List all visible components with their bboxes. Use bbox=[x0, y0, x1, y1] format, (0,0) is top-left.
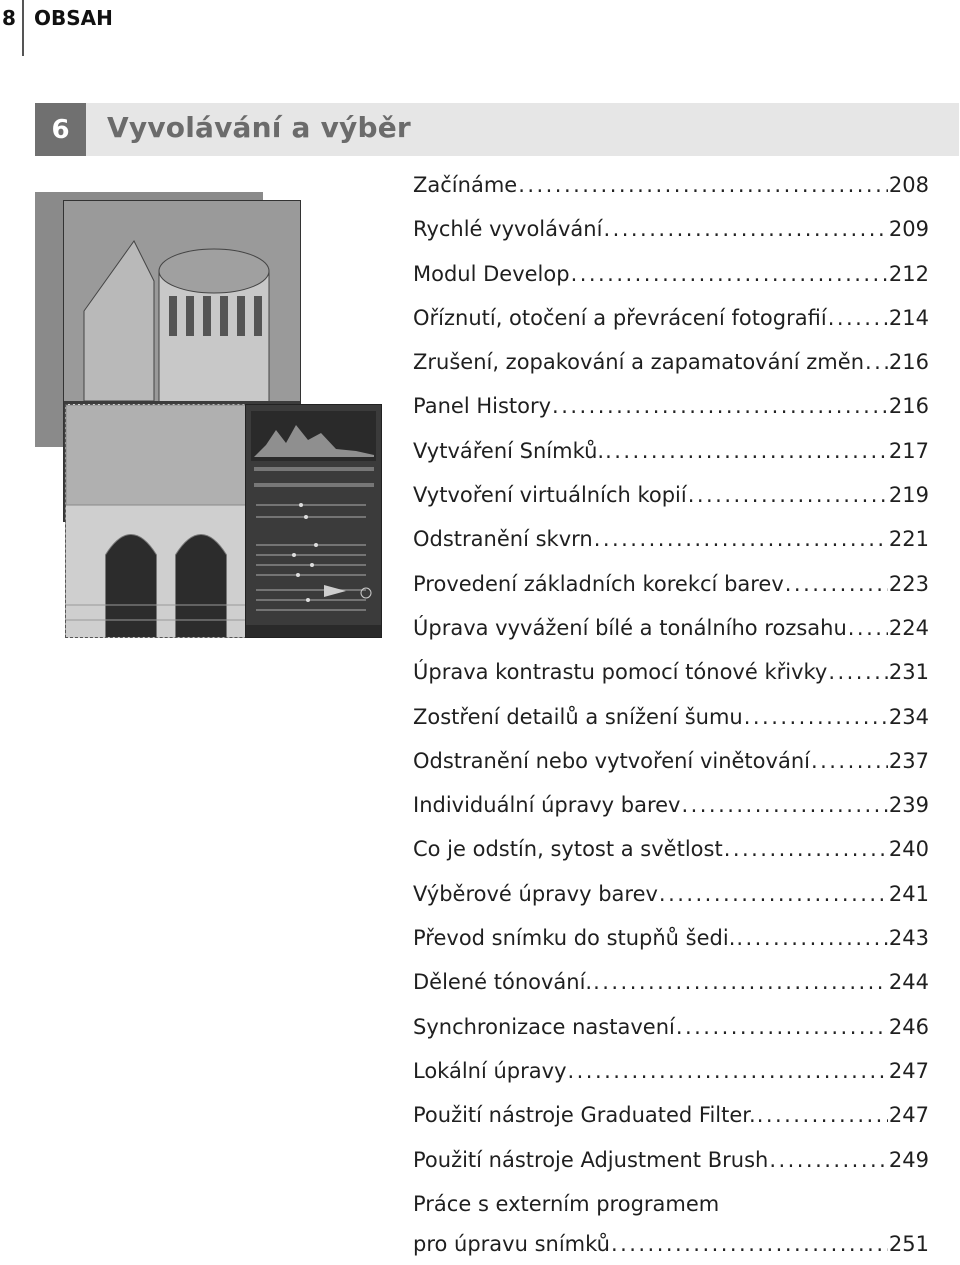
toc-leader-dots bbox=[828, 653, 888, 691]
table-of-contents bbox=[413, 166, 929, 1265]
toc-leader-dots bbox=[744, 698, 888, 736]
toc-entry-title: Úprava kontrastu pomocí tónové křivky bbox=[413, 660, 828, 685]
toc-entry-page: 214 bbox=[888, 305, 929, 330]
toc-leader-dots bbox=[603, 210, 887, 248]
develop-panel-screenshot bbox=[245, 404, 382, 638]
toc-leader-dots bbox=[518, 166, 888, 204]
toc-entry[interactable] bbox=[413, 919, 929, 963]
toc-entry-title: Vytváření Snímků. bbox=[413, 438, 605, 463]
toc-entry-page: 234 bbox=[888, 704, 929, 729]
toc-leader-dots bbox=[676, 1008, 888, 1046]
toc-entry[interactable] bbox=[413, 875, 929, 919]
toc-entry[interactable] bbox=[413, 255, 929, 299]
toc-entry-title: Začínáme bbox=[413, 173, 518, 197]
header-divider bbox=[22, 0, 24, 56]
toc-entry-title: Synchronizace nastavení bbox=[413, 1014, 675, 1039]
chapter-heading-bar bbox=[35, 103, 959, 156]
chapter-number: 6 bbox=[35, 103, 86, 156]
toc-entry[interactable] bbox=[413, 299, 929, 343]
toc-entry[interactable] bbox=[413, 1052, 929, 1096]
toc-entry-page: 247 bbox=[888, 1058, 929, 1083]
toc-entry[interactable] bbox=[413, 1141, 929, 1185]
toc-entry-page: 224 bbox=[888, 615, 929, 640]
toc-entry-page: 241 bbox=[888, 881, 929, 906]
toc-entry-title: Použití nástroje Adjustment Brush bbox=[413, 1147, 769, 1172]
toc-entry[interactable] bbox=[413, 698, 929, 742]
toc-entry[interactable] bbox=[413, 609, 929, 653]
toc-entry[interactable] bbox=[413, 343, 929, 387]
toc-leader-dots bbox=[736, 919, 888, 957]
toc-leader-dots bbox=[593, 963, 888, 1001]
toc-leader-dots bbox=[552, 387, 888, 425]
toc-entry-title: Co je odstín, sytost a světlost bbox=[413, 837, 723, 862]
toc-entry-page: 244 bbox=[888, 970, 929, 995]
toc-leader-dots bbox=[865, 343, 888, 381]
toc-leader-dots bbox=[724, 830, 888, 868]
toc-entry-page: 208 bbox=[888, 173, 929, 197]
toc-leader-dots bbox=[828, 299, 888, 337]
toc-entry-page: 237 bbox=[888, 748, 929, 773]
toc-entry-page: 247 bbox=[888, 1103, 929, 1128]
toc-leader-dots bbox=[811, 742, 888, 780]
toc-entry[interactable] bbox=[413, 963, 929, 1007]
toc-leader-dots bbox=[659, 875, 888, 913]
toc-entry-page: 216 bbox=[888, 394, 929, 419]
toc-entry-page: 217 bbox=[888, 438, 929, 463]
toc-entry-title: Použití nástroje Graduated Filter. bbox=[413, 1103, 756, 1128]
page-number: 8 bbox=[2, 6, 16, 30]
toc-leader-dots bbox=[611, 1225, 888, 1263]
toc-entry[interactable] bbox=[413, 742, 929, 786]
toc-entry[interactable] bbox=[413, 210, 929, 254]
toc-entry-page: 240 bbox=[888, 837, 929, 862]
toc-entry-title: Zrušení, zopakování a zapamatování změn bbox=[413, 350, 864, 375]
toc-entry-title: Rychlé vyvolávání bbox=[413, 217, 603, 242]
toc-entry[interactable] bbox=[413, 786, 929, 830]
toc-entry-title: Dělené tónování. bbox=[413, 970, 593, 995]
toc-entry-title: Úprava vyvážení bílé a tonálního rozsahu bbox=[413, 615, 847, 640]
toc-leader-dots bbox=[681, 786, 887, 824]
toc-entry-title-line2: pro úpravu snímků bbox=[413, 1231, 610, 1256]
chapter-title: Vyvolávání a výběr bbox=[107, 111, 411, 144]
toc-leader-dots bbox=[757, 1096, 888, 1134]
toc-entry-title: Výběrové úpravy barev bbox=[413, 881, 658, 906]
toc-entry[interactable] bbox=[413, 476, 929, 520]
toc-entry[interactable] bbox=[413, 432, 929, 476]
toc-leader-dots bbox=[568, 1052, 888, 1090]
toc-entry[interactable] bbox=[413, 1008, 929, 1052]
toc-entry-title: Individuální úpravy barev bbox=[413, 793, 681, 818]
toc-leader-dots bbox=[605, 432, 888, 470]
toc-leader-dots bbox=[769, 1141, 888, 1179]
toc-entry-title: Odstranění nebo vytvoření vinětování bbox=[413, 748, 810, 773]
toc-entry-page: 209 bbox=[888, 217, 929, 242]
toc-entry[interactable] bbox=[413, 830, 929, 874]
toc-leader-dots bbox=[785, 565, 888, 603]
toc-entry[interactable] bbox=[413, 565, 929, 609]
toc-entry-title: Modul Develop bbox=[413, 261, 570, 286]
toc-entry-page: 219 bbox=[888, 483, 929, 508]
toc-entry-page: 239 bbox=[888, 793, 929, 818]
toc-entry-page: 249 bbox=[888, 1147, 929, 1172]
toc-leader-dots bbox=[571, 255, 888, 293]
running-head: OBSAH bbox=[34, 6, 113, 30]
toc-entry[interactable] bbox=[413, 1096, 929, 1140]
toc-entry-title: Oříznutí, otočení a převrácení fotografií bbox=[413, 305, 827, 330]
toc-entry-page: 212 bbox=[888, 261, 929, 286]
toc-entry-title: Panel History bbox=[413, 394, 552, 419]
toc-entry-page: 251 bbox=[888, 1231, 929, 1256]
toc-entry[interactable] bbox=[413, 520, 929, 564]
chapter-illustration bbox=[35, 192, 380, 637]
toc-entry-page: 216 bbox=[888, 350, 929, 375]
toc-entry-page: 223 bbox=[888, 571, 929, 596]
toc-entry-page: 243 bbox=[888, 926, 929, 951]
toc-entry-page: 231 bbox=[888, 660, 929, 685]
toc-entry[interactable] bbox=[413, 653, 929, 697]
toc-entry-page: 246 bbox=[888, 1014, 929, 1039]
toc-entry[interactable] bbox=[413, 166, 929, 210]
toc-entry-title: Odstranění skvrn bbox=[413, 527, 593, 552]
toc-entry-line2 bbox=[413, 1225, 929, 1265]
toc-entry-title: Zostření detailů a snížení šumu bbox=[413, 704, 743, 729]
toc-leader-dots bbox=[688, 476, 888, 514]
toc-entry-title: Lokální úpravy bbox=[413, 1058, 567, 1083]
toc-entry-title: Vytvoření virtuálních kopií bbox=[413, 483, 687, 508]
toc-entry[interactable] bbox=[413, 387, 929, 431]
toc-leader-dots bbox=[594, 520, 888, 558]
toc-entry-page: 221 bbox=[888, 527, 929, 552]
toc-entry-title: Provedení základních korekcí barev bbox=[413, 571, 784, 596]
toc-leader-dots bbox=[848, 609, 888, 647]
toc-entry-title-line1: Práce s externím programem bbox=[413, 1191, 720, 1216]
toc-entry-title: Převod snímku do stupňů šedi. bbox=[413, 926, 736, 951]
